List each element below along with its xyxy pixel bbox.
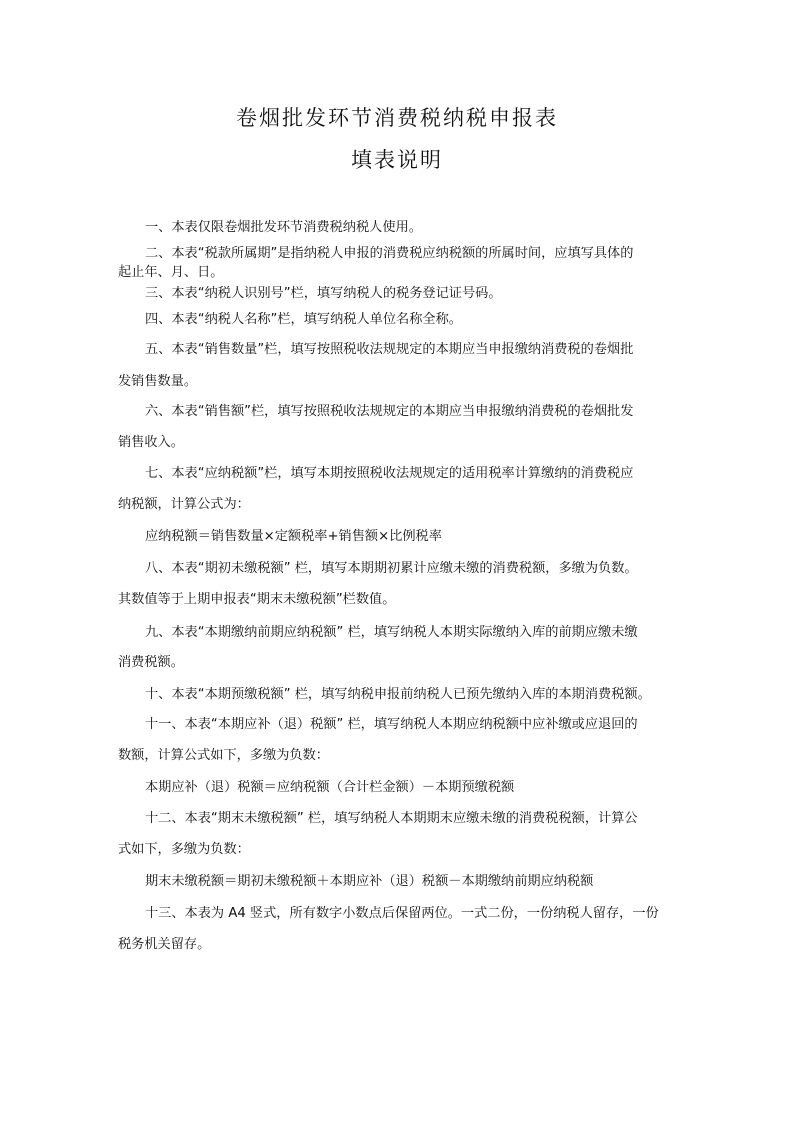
instruction-13-line-1: 十三、本表为 A4 竖式，所有数字小数点后保留两位。一式二份，一份纳税人留存，一份 [145, 906, 659, 921]
instruction-2-line-2: 起止年、月、日。 [118, 265, 224, 280]
document-title: 卷烟批发环节消费税纳税申报表 [236, 106, 558, 130]
formula-ending-unpaid: 期末未缴税额＝期初未缴税额＋本期应补（退）税额－本期缴纳前期应纳税额 [145, 874, 594, 889]
instruction-8-line-1: 八、本表“期初未缴税额” 栏，填写本期期初累计应缴未缴的消费税额，多缴为负数。 [145, 561, 638, 576]
instruction-11-line-1: 十一、本表“本期应补（退）税额” 栏，填写纳税人本期应纳税额中应补缴或应退回的 [145, 717, 638, 732]
instruction-11-line-2: 数额，计算公式如下，多缴为负数： [118, 748, 329, 763]
instruction-1: 一、本表仅限卷烟批发环节消费税纳税人使用。 [145, 220, 422, 235]
instruction-9-line-2: 消费税额。 [118, 655, 184, 670]
instruction-6-line-1: 六、本表“销售额”栏，填写按照税收法规规定的本期应当申报缴纳消费税的卷烟批发 [145, 404, 634, 419]
instruction-12-line-1: 十二、本表“期末未缴税额” 栏，填写纳税人本期期末应缴未缴的消费税税额，计算公 [145, 811, 638, 826]
instruction-13-line-2: 税务机关留存。 [118, 937, 211, 952]
instruction-7-line-1: 七、本表“应纳税额”栏，填写本期按照税收法规规定的适用税率计算缴纳的消费税应 [145, 466, 634, 481]
document-subtitle: 填表说明 [351, 148, 443, 172]
instruction-3: 三、本表“纳税人识别号”栏，填写纳税人的税务登记证号码。 [145, 286, 502, 301]
instruction-5-line-2: 发销售数量。 [118, 374, 198, 389]
instruction-8-line-2: 其数值等于上期申报表“期末未缴税额”栏数值。 [118, 592, 396, 607]
instruction-10: 十、本表“本期预缴税额” 栏，填写纳税申报前纳税人已预先缴纳入库的本期消费税额。 [145, 687, 651, 702]
instruction-9-line-1: 九、本表“本期缴纳前期应纳税额” 栏，填写纳税人本期实际缴纳入库的前期应缴未缴 [145, 625, 638, 640]
instruction-12-line-2: 式如下，多缴为负数： [118, 842, 250, 857]
formula-refund: 本期应补（退）税额＝应纳税额（合计栏金额）－本期预缴税额 [145, 780, 515, 795]
instruction-4: 四、本表“纳税人名称”栏，填写纳税人单位名称全称。 [145, 312, 462, 327]
instruction-5-line-1: 五、本表“销售数量”栏，填写按照税收法规规定的本期应当申报缴纳消费税的卷烟批 [145, 342, 634, 357]
instruction-6-line-2: 销售收入。 [118, 435, 184, 450]
formula-tax-payable: 应纳税额＝销售数量×定额税率+销售额×比例税率 [145, 529, 442, 544]
instruction-7-line-2: 纳税额，计算公式为： [118, 497, 250, 512]
instruction-2-line-1: 二、本表“税款所属期”是指纳税人申报的消费税应纳税额的所属时间，应填写具体的 [145, 246, 634, 261]
